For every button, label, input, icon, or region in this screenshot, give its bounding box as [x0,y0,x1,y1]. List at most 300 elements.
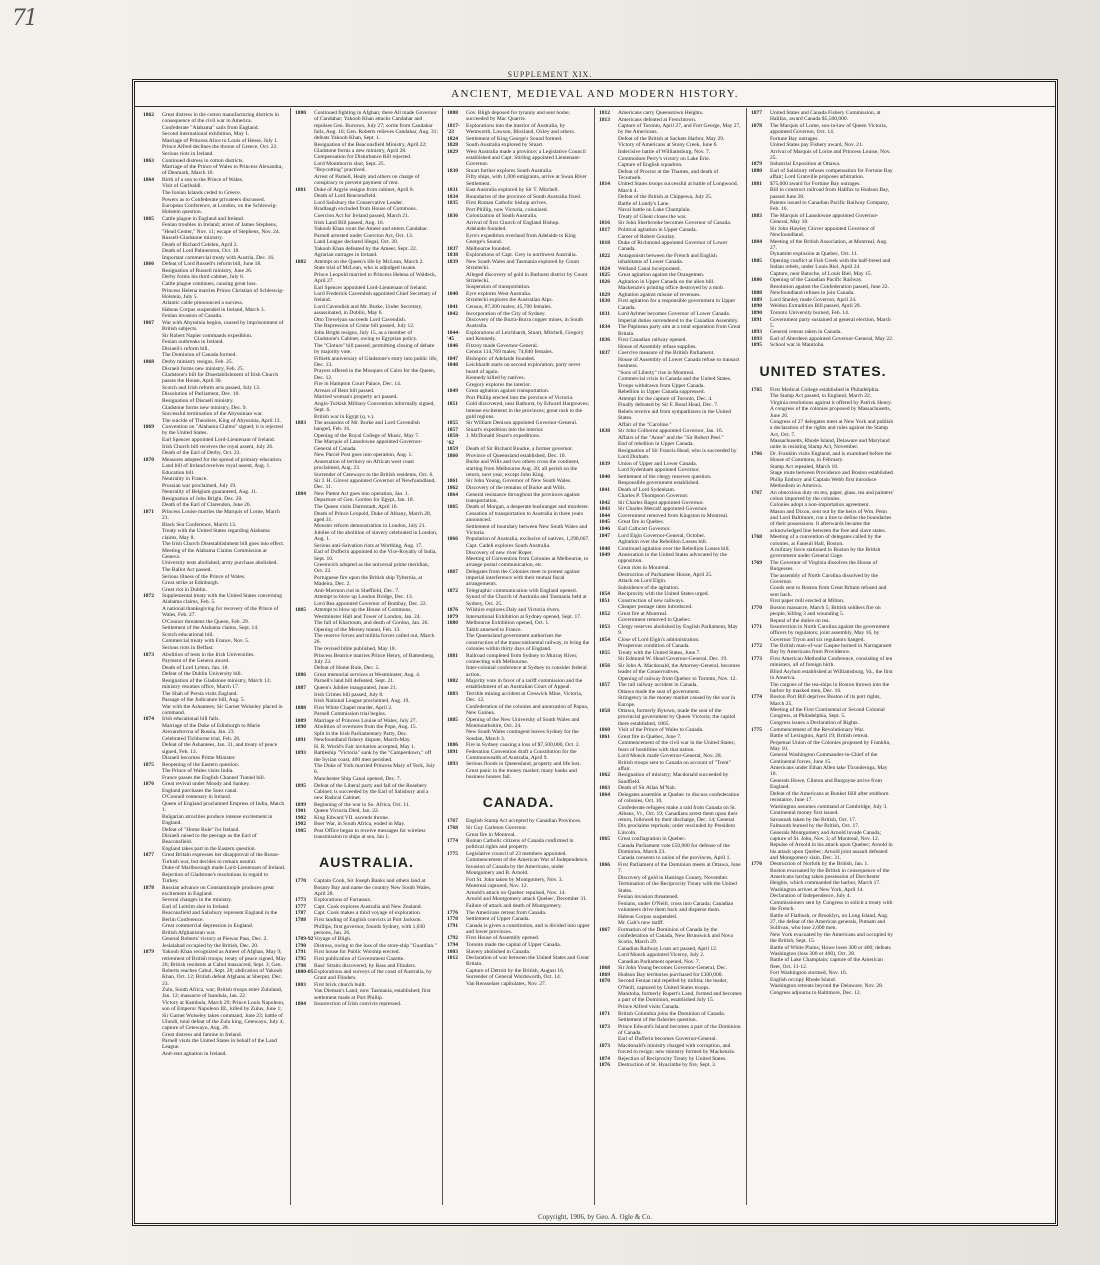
history-entry [295,530,438,543]
entry-text: Compensation for Disturbance Bill rejected. [314,154,412,161]
entry-year: 1826 [599,278,610,285]
entry-text: Census 114,769 males; 74,840 females. [466,349,554,356]
entry-year [295,763,314,776]
entry-text: Defeat of Home Rule, Dec. 5. [314,665,380,672]
entry-text: The "Cloture" bill passed, permitting closing of debate by majority vote. [314,342,435,355]
entry-text: Capt. Cadell explores South Australia. [466,543,551,549]
history-entry [447,955,590,968]
entry-text: Railroad completed from Sydney to Murray River, connecting with Melbourne. [466,652,578,665]
entry-year [599,467,618,473]
entry-text: Colonization of South Australia. [466,213,538,220]
history-entry [751,464,895,470]
history-entry [599,253,742,266]
entry-year [143,405,162,411]
history-entry [447,923,590,936]
entry-year: 1884 [751,238,762,245]
entry-year: 1863 [599,785,610,792]
entry-text: Port Phillip erected into the province of Victoria. [466,394,574,401]
history-entry [295,497,438,503]
entry-year [751,765,770,778]
entry-text: A military force stationed in Boston by the British government under General Gage. [770,547,881,560]
entry-year [751,438,770,451]
entry-year [751,893,770,899]
entry-text: Discovery of gold in Hastings County, November. [618,874,729,881]
entry-year: 1862 [447,484,458,491]
entry-year [295,653,314,666]
entry-year [599,480,618,486]
entry-year [295,472,314,478]
entry-text: Roman Catholic citizens of Canada confirmed in political rights and property. [466,838,574,851]
entry-year [143,483,162,489]
history-entry [295,110,438,141]
history-entry [295,588,438,594]
entry-year: 1855 [447,420,458,427]
entry-text: Repeal of the duties on tea. [770,617,830,624]
entry-year: 1817-'23 [447,122,460,136]
entry-year: 1789-92 [295,936,314,943]
entry-year [295,562,314,575]
entry-text: Subsidence of the agitation. [618,584,680,591]
history-entry [751,823,895,829]
entry-text: Attempt on the Queen's life by McLean, March 2. [314,258,424,265]
history-entry [599,617,742,623]
history-entry [599,1043,742,1056]
entry-text: Battle of Flatbush, or Brooklyn, on Long Island, Aug. 27, the defeat of the American generals, Putnam and Sullivan, who lose 2,000 men. [770,912,889,932]
history-entry [143,366,286,372]
entry-text: First brick church built. [314,981,366,988]
entry-year [295,285,314,291]
entry-year [143,548,162,561]
history-entry [143,865,286,871]
history-entry [447,388,590,394]
entry-year [751,284,770,290]
entry-year: 1895 [751,342,762,349]
entry-text: $75,000 award for Fortune Bay outrages. [770,180,861,187]
history-entry [447,187,590,193]
entry-year: 1879 [447,613,458,620]
history-entry [751,290,895,296]
entry-text: Indecisive battle of Williamsburg, Nov. 7. [618,148,711,155]
history-entry [751,861,895,867]
history-entry [295,802,438,808]
history-entry [143,949,286,987]
history-entry [447,136,590,142]
history-entry [143,678,286,691]
history-entry [295,562,438,575]
entry-year [143,846,162,852]
entry-text: Land bill of Ireland receives royal assent, Aug. 1. [162,463,271,470]
entry-text: Lord Rea appointed Governor of Bombay, Dec. 22. [314,600,427,607]
entry-text: Cheaper postage rates introduced. [618,604,693,611]
entry-text: Massachusetts, Rhode Island, Delaware and Maryland unite in resisting Stamp Act, November. [770,438,890,451]
entry-year: 1881 [295,186,306,193]
entry-year [751,400,770,406]
entry-year: 1880 [295,110,306,116]
entry-text: Generals Howe, Clinton and Burgoyne arrive from England. [770,778,882,791]
history-entry [751,932,895,945]
entry-text: First publication of Government Gazette. [314,955,405,962]
history-entry [599,227,742,233]
entry-year [447,317,466,330]
entry-year [599,357,618,370]
history-entry [447,942,590,948]
entry-text: Sir John Hawley Glover appointed Governor of Newfoundland. [770,225,875,239]
entry-year: 1845 [599,519,610,526]
history-entry [599,383,742,389]
entry-text: Great fire in Quebec. [618,519,665,526]
entry-text: Arnold's attack on Quebec repulsed, Nov. 14. [466,889,566,896]
history-entry [751,669,895,682]
entry-year: 1836 [599,337,610,344]
entry-text: The Queensland government authorizes the construction of the transcontinental railway, to bring the colonies within thirty days of England. [466,633,590,652]
entry-year [599,643,618,649]
entry-year [143,183,162,189]
history-entry [599,676,742,682]
history-entry [447,149,590,168]
history-entry [295,356,438,369]
history-entry [143,281,286,287]
entry-text: The Shah of Persia visits England. [162,690,238,697]
history-entry [295,737,438,743]
entry-year: 1893 [751,335,762,342]
entry-text: House of Assembly refuse supplies. [618,343,697,350]
entry-year [599,805,618,836]
history-entry [295,653,438,666]
entry-year: 1891 [751,316,762,323]
history-entry [447,832,590,838]
entry-year [295,246,314,252]
entry-year: 1854 [599,591,610,598]
entry-year: 1849 [599,552,610,559]
history-entry [599,1062,742,1068]
entry-text: Americans under Ethan Allen take Ticonderoga, May 10. [770,765,888,778]
entry-text: Hudson Bay territories purchased for £300,000. [618,971,723,978]
entry-text: Scotch educational bill. [162,631,214,638]
entry-text: Great panic in the money market; many banks and business houses fail. [466,767,577,781]
entry-year [447,864,466,877]
history-entry [447,653,590,666]
entry-text: Van Dieman's Land, now Tasmania, established; first settlement made at Port Phillip. [314,988,431,1001]
entry-year [143,288,162,301]
entry-text: Anglo-Turkish Military Convention informally signed, Sept. 6. [314,400,435,413]
entry-text: Disraeli raised to the peerage as the Earl of Beaconsfield. [162,833,257,846]
entry-year: 1866 [143,261,154,268]
entry-year: 1792 [447,935,458,942]
entry-text: Disraeli forms new ministry, Feb. 25. [162,365,245,372]
history-entry [599,123,742,136]
entry-year [295,627,314,633]
history-entry [295,698,438,704]
entry-text: First House of Assembly opened. [466,935,540,942]
entry-text: Queen Victoria Died, Jan. 22. [314,808,380,815]
entry-year [143,775,162,781]
entry-text: Declaration of Independence, July 4. [770,893,851,900]
entry-text: The Marquis of Lorne, son-in-law of Queen Victoria, appointed Governor, Oct. 14. [770,122,888,136]
entry-text: Irish Land Bill passed, Aug. 16. [314,219,384,226]
history-entry [143,437,286,443]
entry-year [295,924,314,937]
entry-text: Annexation of territory on African west coast proclaimed, Aug. 23. [314,458,414,472]
history-entry [295,472,438,478]
entry-text: War with Abyssinia begins, caused by imprisonment of British subjects. [162,320,284,333]
history-entry [447,446,590,452]
entry-text: Prince Alfred declines the throne of Greece, Oct. 22. [162,144,278,151]
entry-year [295,206,314,212]
entry-year [751,200,770,213]
history-entry [599,1017,742,1023]
entry-year: 1882 [447,678,458,685]
entry-text: Capture, near Batoche, of Louis Riel, May 15. [770,270,872,277]
entry-year: 1888 [751,290,762,297]
entry-text: Zulu, South Africa, war; British troops enter Zululand, Jan. 12; massacre of Isandula, Jan. 22. [162,987,283,1000]
history-entry [599,740,742,753]
history-entry [751,419,895,438]
entry-text: Successful termination of the Abyssinian war. [162,411,263,418]
entry-text: The Repression of Crime bill passed, July 12. [314,323,415,330]
history-entry [599,624,742,637]
entry-text: Charles P. Thompson Governor. [618,493,689,500]
history-entry [599,585,742,591]
entry-year [599,656,618,662]
entry-text: University tests abolished; army purchase abolished. [162,560,278,567]
history-entry [143,352,286,358]
section-heading: AUSTRALIA. [319,854,414,871]
entry-year: 1798 [295,962,306,969]
entry-text: Fenian outbreaks in Ireland. [162,339,224,346]
entry-year: 1822 [599,252,610,259]
history-entry [447,304,590,310]
entry-text: Neutrality in France. [162,476,208,483]
history-entry [143,313,286,319]
entry-year: 1871 [599,1010,610,1017]
entry-year [295,511,314,524]
entry-text: Lord Aylmer becomes Governor of Lower Canada. [618,311,731,318]
history-entry [295,783,438,802]
history-entry [447,556,590,569]
entry-year: 1830 [599,298,610,305]
history-entry [599,149,742,155]
entry-text: Education bill. [162,469,195,476]
history-entry [143,671,286,677]
history-entry [447,284,590,290]
entry-year: 1803 [295,981,306,988]
entry-text: Death of Sir Allan M'Nab. [618,785,676,792]
history-entry [143,444,286,450]
entry-year [599,435,618,441]
entry-text: Resignation of ministry; Macdonald succeeded by Sandfield. [618,772,729,785]
entry-year [599,617,618,623]
entry-year: 1888 [295,704,306,711]
entry-text: Commercial crisis in Canada and the United States. [618,376,732,383]
entry-text: Washington arrives at New York, April 14. [770,886,864,893]
entry-year [447,594,466,607]
history-entry [447,838,590,851]
entry-year [447,550,466,556]
entry-year [143,865,162,871]
entry-text: Great distress in the cotton manufacturing districts in consequence of the civil war in America. [162,112,279,125]
entry-text: Boston evacuated by the British in consequence of the Americans having taken possession of Dorchester Heights, which commanded the harbor, March 17. [770,867,890,887]
history-entry [295,478,438,491]
history-entry [751,187,895,200]
entry-year [143,248,162,254]
entry-text: Great revival under Moody and Sankey. [162,781,250,788]
entry-year: 1848 [599,545,610,552]
history-entry [751,342,895,348]
entry-year [599,855,618,861]
entry-text: Great riots in Montreal. [618,565,670,572]
entry-year: 1839 [447,258,458,265]
entry-text: Settlement of the fisheries question. [618,1017,697,1024]
history-entry [599,389,742,395]
entry-year [295,381,314,387]
entry-year [751,419,770,438]
history-entry [447,395,590,401]
entry-year [143,444,162,450]
entry-text: Canada Parliament vote £50,000 for defense of the Dominion, March 23. [618,842,730,855]
entry-text: Departure of Gen. Gordon for Egypt, Jan. 18. [314,497,415,504]
history-entry [599,461,742,467]
entry-year [751,502,770,508]
entry-year [295,549,314,562]
entry-text: Invasion of Canada by the Americans, under Montgomery and B. Arnold. [466,864,564,877]
entry-year: 1803 [447,948,458,955]
history-entry [143,274,286,280]
entry-year [295,698,314,704]
entry-year [295,575,314,588]
history-entry [447,742,590,748]
entry-text: Congress adjourns to Baltimore, Dec. 12. [770,989,862,996]
entry-text: Fire in Sydney causing a loss of $7,500,000, Oct. 2. [466,742,580,749]
entry-text: Colonies adopt a non-importation agreement. [770,502,870,509]
page-number: 71 [12,6,36,31]
entry-text: Attempt to blow up London Bridge, Dec. 13. [314,594,413,601]
history-entry [143,930,286,936]
entry-year [143,372,162,385]
entry-year [143,788,162,794]
history-entry [599,689,742,695]
history-entry [751,977,895,983]
entry-text: Destruction of Norfolk by the British, Jan. 1. [770,861,869,868]
entry-year [751,720,770,726]
history-entry [751,817,895,823]
history-entry [599,441,742,447]
history-entry [447,818,590,824]
history-entry [143,190,286,196]
entry-text: Responsible government established. [618,480,700,487]
history-entry [599,695,742,708]
entry-year: 1877 [751,110,762,116]
history-entry [295,414,438,420]
history-entry [447,492,590,505]
history-entry [751,393,895,399]
entry-text: Great Britain expresses her disapproval of the Russo-Turkish war, but decides to remain neutral. [162,852,280,865]
history-entry [447,877,590,883]
entry-year [143,398,162,404]
entry-text: Princess Beatrice marries Prince Henry, of Battenberg, July 23. [314,652,435,665]
entry-text: British war in Egypt (q. v.). [314,413,375,420]
entry-text: Battle of Lake Champlain; capture of the American fleet, Oct. 11-12. [770,957,883,970]
page-title: ANCIENT, MEDIEVAL AND MODERN HISTORY. [451,88,739,100]
history-entry [447,504,590,510]
entry-text: Abolition of tests in the Irish Universities. [162,651,255,658]
entry-text: Lord Elgin Governor-General, October. [618,532,706,539]
history-entry [599,805,742,836]
entry-text: Lord Monck made Governor-General, Nov. 28. [618,753,723,760]
entry-year [143,755,162,761]
entry-text: Resignation of John Bright, Dec. 20. [162,495,243,502]
entry-year: 1861 [599,733,610,740]
history-entry [295,620,438,626]
entry-text: O'Connor threatens the Queen, Feb. 29. [162,618,250,625]
entry-text: State trial of McLean, who is adjudged insane. [314,265,417,272]
header [135,82,1055,107]
entry-text: Habeas Corpus suspended in Ireland, March 3. [162,306,265,313]
entry-text: Boston Port Bill deprives Boston of its port rights, March 25. [770,694,881,707]
entry-text: Surrender of General Wordsworth, Oct. 14. [466,974,562,981]
history-entry [447,233,590,246]
history-entry [599,201,742,207]
entry-text: Great commercial depression in England. [162,923,254,930]
entry-text: Cattle plague in England and Ireland. [162,215,245,222]
entry-year: 1858 [599,708,610,715]
history-entry [751,123,895,136]
entry-text: Prince Edward's Island becomes a part of the Dominion of Canada. [618,1023,741,1036]
history-entry [599,396,742,402]
history-entry [751,149,895,162]
entry-text: Serious illness of the Prince of Wales. [162,573,246,580]
entry-text: Fenian invasion threatened. [618,894,679,901]
history-entry [295,439,438,452]
entry-year [143,190,162,196]
entry-text: Several changes in the ministry. [162,897,233,904]
entry-year: 1890 [751,309,762,316]
history-entry [599,946,742,952]
entry-text: Derby ministry resigns, Feb. 25. [162,359,234,365]
entry-text: Sir Edmund W. Head Governor-General, Dec. 19. [618,656,728,663]
history-entry [599,487,742,493]
entry-text: Resolution against the Confederation passed, June 22. [770,283,889,290]
entry-text: Boston massacre, March 5; British soldiers fire on people, killing 3 and wounding 5. [770,604,881,618]
history-entry [751,161,895,167]
entry-text: Sir J. H. Glover appointed Governor of Newfoundland, Dec. 11. [314,478,436,491]
entry-year: 1858-'62 [447,433,460,446]
entry-year [143,904,162,910]
entry-text: First paper mill erected at Milton. [770,598,845,605]
history-entry [599,552,742,565]
entry-year [143,632,162,638]
history-entry [751,752,895,765]
entry-text: Supplemental treaty with the United States concerning Alabama claims, Feb. 5. [162,593,283,606]
entry-year: 1886 [447,742,458,749]
history-entry [447,213,590,219]
entry-year [599,214,618,220]
entry-text: Toronto University burned, Feb. 14. [770,309,850,316]
entry-year [599,285,618,291]
history-entry [447,200,590,206]
entry-year [143,936,162,942]
column-2 [291,108,443,1205]
entry-text: Arrears of Rent bill passed. [314,387,375,394]
entry-year [599,843,618,856]
entry-text: Alleged discovery of gold in Bathurst district by Count Strzelecki. [466,271,588,284]
entry-year: 1868 [143,359,154,365]
history-entry [143,638,286,644]
entry-text: Serious floods in Queensland, property and life lost. [466,761,581,768]
history-entry [599,1011,742,1017]
history-entry [143,476,286,482]
entry-text: Discovery of new river Roper. [466,549,533,556]
entry-text: First American Methodist Conference, consisting of ten ministers, all of foreign birth. [770,656,893,669]
